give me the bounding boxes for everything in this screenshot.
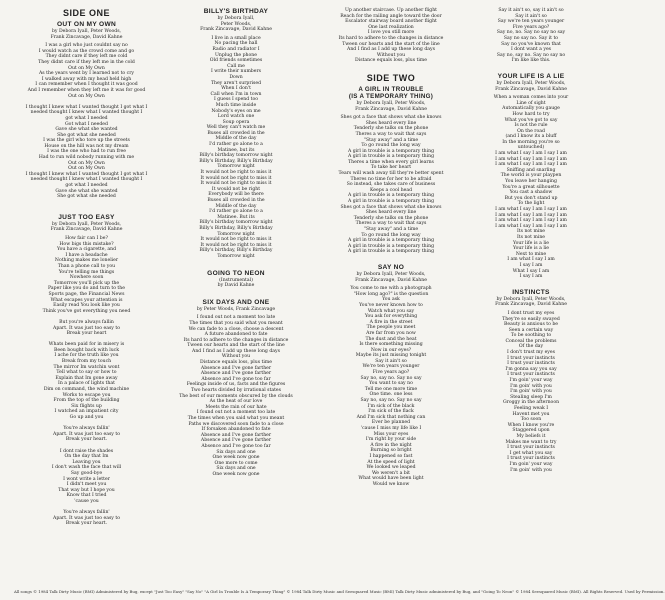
side-two-heading: SIDE TWO [366, 72, 416, 83]
song-lyrics: When a woman comes into your Line of sight Automatically you gauge How hard to try What you've got to say Is not the rule On the road (and I know its a bluff In the morning you're so untouched) I am what I say I am I say I am I am what I say I am I say I am I am what I say I am I say I am Sniffing and snarling The world is your playpen You leave her hanging You're a great silhouette You cast a shadow But you don't stand up To the light I am what I say I am I say I am I am what I say I am I say I am I am what I say I am I say I am I am what I say I am I say I am Its not mine Its not mine Your life is a lie Your life is a lie Next to mine I am what I say I am I say I am What I say I am I say I am [493, 95, 569, 280]
song-credits: by Debora Iyall, Peter Woods, Frank Zincavage, David Kahne [355, 100, 427, 112]
song-say-no-continued [468, 8, 594, 64]
song-credits: by Peter Woods, Frank Zincavage [196, 306, 276, 312]
column-2 [166, 8, 306, 580]
song-credits: by Debora Iyall, Peter Woods, Frank Zincavage, David Kahne [200, 16, 272, 33]
song-title: A GIRL IN TROUBLE (IS A TEMPORARY THING) [348, 85, 434, 100]
song-title: INSTINCTS [512, 288, 550, 296]
song-lyrics: I found out not a moment too late The times that you said what you meant We can fade to a close, choose a descent A future abandoned to fate Its hard to adhere to the changes in distance Tween our hearts and the start of the line And I find as I add up these long days Without you Distance equals loss, plus time Absence and I've gone farther Absence and I've gone farther Absence and I've gone too far Feelings inside of us, facts and the figures Two hearts divided by irrational states The best of our moments obscured by the clouds As the heat of our love Meets the rain of our hate I found out not a moment too late The times when you said what you meant Paths we discovered soon fade to a close If forsaken abandoned to fate Absence and I've gone farther Absence and I've gone farther Absence and I've gone too far Six days and one One week now gone One more to come Six days and one One week now gone [179, 315, 293, 477]
column-1 [14, 8, 159, 580]
column-3 [318, 8, 464, 580]
song-going-to-neon [166, 270, 306, 289]
song-instincts [468, 289, 594, 473]
song-girl-in-trouble [318, 86, 464, 255]
song-six-days-continued [318, 8, 464, 64]
song-title: BILLY'S BIRTHDAY [203, 8, 269, 15]
song-credits: by Debora Iyall, Peter Woods, Frank Zincavage, David Kahne [355, 271, 427, 283]
song-lyrics: Say it ain't so, say it ain't so Say it ain't so Say we're ten years younger Five years ago? Say no, no. Say no say no say Say no say no. Say it to Say no you've known that I dont want a yes Say no, say no. Say no say no I'm like like this. [496, 8, 566, 64]
song-lyrics: You come to me with a photograph "How long ago?" is the question You ask You've never known how to Watch what you say You ask for everything A fire in the street The people you meet Are far from you now The dust and the heat Is there something missing Now in our eyes? Maybe its just missing tonight Say it ain't so We're ten years younger Five years ago? Say no, say no. Say no say You want to say no Tell me one more time One time. one less Say no, say no. Say no say I'm sick of the black I'm sick of the flack And I'm sick that nothing can Ever be planned 'cause I miss my life like I Miss your eyes I'm right by your side A fire in the night Burning so bright I happened so fast At the speed of light We looked we leaped We weren't a bit What would have been light Would we know [350, 286, 432, 487]
column-4 [468, 8, 594, 580]
song-six-days-and-one [166, 299, 306, 478]
side-one-heading: SIDE ONE [62, 8, 110, 18]
song-title: YOUR LIFE IS A LIE [497, 72, 565, 80]
song-billys-birthday [166, 8, 306, 260]
song-say-no [318, 264, 464, 488]
song-credits: by Debora Iyall, Peter Woods, Frank Zincavage, David Kahne [495, 80, 567, 92]
song-title: OUT ON MY OWN [56, 21, 117, 28]
song-title: JUST TOO EASY [58, 213, 115, 221]
song-credits: (Instrumental) by David Kahne [217, 277, 255, 289]
song-title: SAY NO [377, 263, 405, 271]
song-out-on-my-own [14, 21, 159, 200]
song-lyrics: Up another staircase. Up another flight Reach for the railing angle toward the door Escalator stairway board another flight One last realization I love you still more Its hard to adhere to the changes in distance Tween our hearts and the start of the line And I find as I add up these long days Without you Distance equals loss, plus time [338, 8, 444, 64]
copyright-footer: All songs © 1984 Talk Dirty Music (BMI) Administered by Bug, except "Just Too Easy" "Say No" "A Girl In Trouble Is A Temporary Thing" © 1984 Talk Dirty Music and Seesquared Music (BMI) Talk Dirty Music administered by Bug, and "Going To Neon" © 1984 Seesquared Music (BMI). All Rights Reserved. Used by Permission. [14, 589, 665, 594]
song-credits: by Debora Iyall, Peter Woods, Frank Zincavage, David Kahne [50, 221, 123, 233]
song-lyrics: How fair can I be? How bigs this mistake? You have a cigarette, and I have a headache Nothing makes me lonelier Than a phone call to you You're telling me things Nowhere soon Tomorrow you'll pick up the Paper like you do and turn to the Sports page, the Financial News What escapes your attention is Easily read You look like you Think you've got everything you need But you're always fallin Apart. It was just too easy to Break your heart Whats been paid for in misery is Been bought back with luck I ache for the truth like you Break from my touch The mirror Im watchin wont Tell what to say or how to Explain that Im gone away In a palace of lights that Dim on command, the wind machine Works to escape you From the top of the building Six flights up I watched an impatient city Go up and you You're always fallin' Apart. It was just too easy to Break your heart. I dont raise the shades On the day that Im Leaving you I don't wash the face that will Say good-bye I wont write a letter I didn't meet you That way but I hope you Know that I tried 'cause you You're always fallin' Apart. It was just too easy to Break your heart. [42, 236, 131, 527]
song-your-life-is-a-lie [468, 73, 594, 280]
song-lyrics: I live in a small place No pacing the hall Radio and radiator I Unplug the phone Old friends sometimes Call me I write their numbers Down They aren't surprised When I don't Call when I'm in town I guess I spend too Much time inside Nobody's eyes on me Lord watch one Soup opera Well they can't watch me Buses all crowded in the Middle of the day I'd rather go alone to a Matinee, but its Billy's birthday tomorrow night Billy's Birthday, Billy's Birthday Tomorrow night It would not be right to miss it It would not be right to miss it It would not be right to miss it It would not be right Everybody will be there Buses all crowded in the Middle of the day I'd rather go alone to a Matinee. But its Billy's birthday tomorrow night Billy's Birthday, Billy's Birthday Tomorrow night It would not be right to miss it It would not be right to miss it Billy's birthday, Billy's Birthday Tomorrow night [199, 35, 273, 259]
song-just-too-easy [14, 214, 159, 527]
song-title: SIX DAYS AND ONE [202, 298, 270, 306]
song-credits: by Debora Iyall, Peter Woods, Frank Zincavage, David Kahne [50, 29, 123, 40]
song-credits: by Debora Iyall, Peter Woods, Frank Zincavage, David Kahne [495, 296, 567, 308]
song-title: GOING TO NEON [207, 269, 265, 277]
song-lyrics: I was a girl who just couldnt say no I would watch as the crowd come and go They didnt care if they left me cold They didnt care if they left me in the cold Out on My Own As the years went by I learned not to cry I walked away with my head held high I can remember when I thought it was good And I remember when they left me it was for good Out on My Own I thought I knew what I wanted thought I got what I needed thought I knew what I wanted thought I got what I needed Got what I needed Gave she what she wanted She got what she needed I was the girl who tore up the streets House on the hill was not my dream I was the one who had to run free Had to run wild nobody running with me Out on My Own Out on My Own I thought I knew what I wanted thought I got what I needed thought I knew what I wanted thought I got what I needed Gave she what she wanted She got what she needed [25, 43, 148, 200]
song-lyrics: Shes got a face that shows what she knows Shes heard every line Tenderly she talks on the phone Theres a way to wait that says "Stay away" and a time To go round the long way A girl in trouble is a temporary thing A girl in trouble is a temporary thing Theres a time when every girl learns To take her heart Tears will wash away till they're better spent Theres no time for her to be afraid So instead, she takes care of business Keeps a cool head A girl in trouble is a temporary thing A girl in trouble is a temporary thing Shes got a face that shows what she knows Shes heard every line Tenderly she talks on the phone Theres a way to wait that says "Stay away" and a time To go round the long way A girl in trouble is a temporary thing A girl in trouble is a temporary thing A girl in trouble is a temporary thing [338, 115, 444, 255]
song-lyrics: I dont trust my eyes They're so easily swayed Beauty is anxious to be Seen a certain way To be soothing to Conceal the problems Of the day I don't trust my eyes I trust your instincts I trust your instincts I'm gonna say you say I trust your instincts I'm goin' your way I'm goin' with you I'm goin' with you Stealing sleep I'm Groggy in the afternoon Feeling weak I Havent met you Too soon When I know you're Staggered upon My beliefs it Makes me want to try I trust your instincts I get what you say I trust your instincts I'm goin' your way I'm goin' with you [502, 310, 560, 473]
